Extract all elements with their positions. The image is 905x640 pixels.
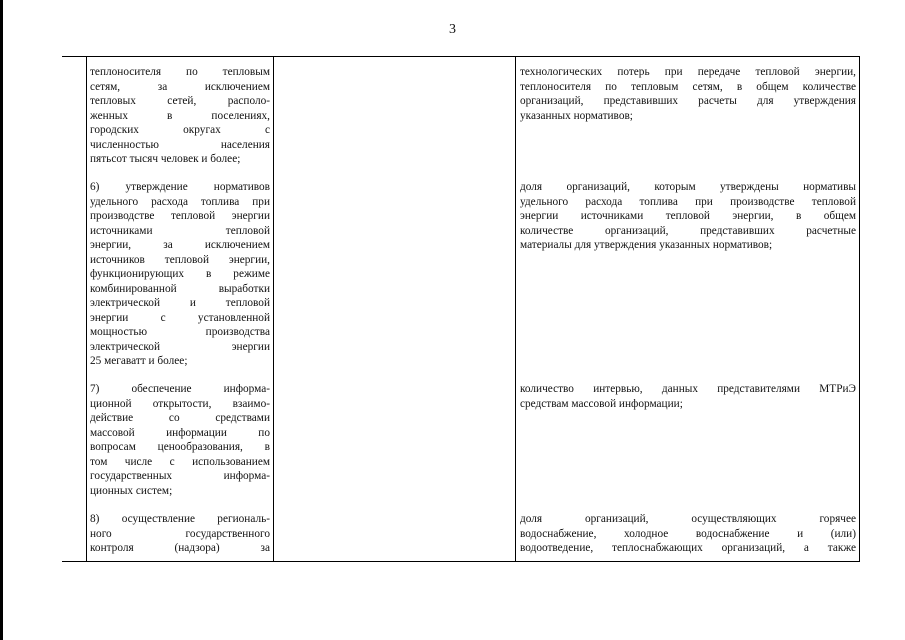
text-line: источниками тепловой <box>90 224 270 237</box>
function-cell <box>90 65 270 167</box>
text-line: 25 мегаватт и более; <box>90 355 188 367</box>
page-number: 3 <box>449 22 456 37</box>
page-left-border <box>0 0 3 640</box>
text-line: том числе с использованием <box>90 455 270 468</box>
text-line: удельного расхода топлива при <box>90 195 270 208</box>
function-cell <box>90 512 270 556</box>
text-line: ционной открытости, взаимо- <box>90 397 270 410</box>
text-line: энергии источниками тепловой энергии, в общем <box>520 210 856 222</box>
text-line: тепловых сетей, располо- <box>90 95 270 107</box>
indicator-cell <box>520 180 856 253</box>
function-cell <box>90 382 270 498</box>
text-line: 8) осуществление региональ- <box>90 513 270 525</box>
text-line: сетям, за исключением <box>90 80 270 93</box>
function-cell <box>90 180 270 369</box>
text-line: действие со средствами <box>90 412 270 424</box>
text-line: численностью населения <box>90 138 270 151</box>
table-column-divider <box>859 57 860 561</box>
text-line: водоснабжение, холодное водоснабжение и (или) <box>520 527 856 540</box>
text-line: средствам массовой информации; <box>520 397 683 410</box>
text-line: ного государственного <box>90 527 270 540</box>
text-line: мощностью производства <box>90 326 270 338</box>
text-line: государственных информа- <box>90 470 270 482</box>
text-line: пятьсот тысяч человек и более; <box>90 153 241 165</box>
indicator-cell <box>520 512 856 556</box>
text-line: контроля (надзора) за <box>90 542 270 554</box>
text-line: 6) утверждение нормативов <box>90 181 270 193</box>
text-line: 7) обеспечение информа- <box>90 383 270 395</box>
text-line: городских округах с <box>90 124 270 136</box>
text-line: теплоносителя по тепловым сетям, в общем количестве <box>520 80 856 93</box>
text-line: производстве тепловой энергии <box>90 210 270 222</box>
text-line: количестве организаций, представивших расчетные <box>520 224 856 237</box>
document-table <box>62 56 860 562</box>
text-line: теплоносителя по тепловым <box>90 66 270 78</box>
text-line: водоотведение, теплоснабжающих организаций, а также <box>520 542 856 554</box>
text-line: комбинированной выработки <box>90 282 270 295</box>
text-line: функционирующих в режиме <box>90 268 270 280</box>
text-line: доля организаций, осуществляющих горячее <box>520 513 856 525</box>
text-line: энергии с установленной <box>90 311 270 324</box>
table-column-divider <box>515 57 516 561</box>
text-line: технологических потерь при передаче тепловой энергии, <box>520 66 856 78</box>
text-line: электрической энергии <box>90 340 270 353</box>
text-line: источников тепловой энергии, <box>90 253 270 266</box>
table-column-divider <box>86 57 87 561</box>
text-line: массовой информации по <box>90 426 270 439</box>
text-line: женных в поселениях, <box>90 109 270 122</box>
text-line: организаций, представивших расчеты для утверждения <box>520 95 856 107</box>
indicator-cell <box>520 382 856 411</box>
table-column-divider <box>273 57 274 561</box>
text-line: вопросам ценообразования, в <box>90 441 270 453</box>
text-line: указанных нормативов; <box>520 109 633 122</box>
text-line: энергии, за исключением <box>90 239 270 251</box>
text-line: материалы для утверждения указанных нормативов; <box>520 239 773 251</box>
text-line: количество интервью, данных представителями МТРиЭ <box>520 383 856 395</box>
text-line: доля организаций, которым утверждены нормативы <box>520 181 856 193</box>
text-line: электрической и тепловой <box>90 297 270 309</box>
text-line: удельного расхода топлива при производстве тепловой <box>520 195 856 208</box>
text-line: ционных систем; <box>90 484 173 497</box>
indicator-cell <box>520 65 856 123</box>
